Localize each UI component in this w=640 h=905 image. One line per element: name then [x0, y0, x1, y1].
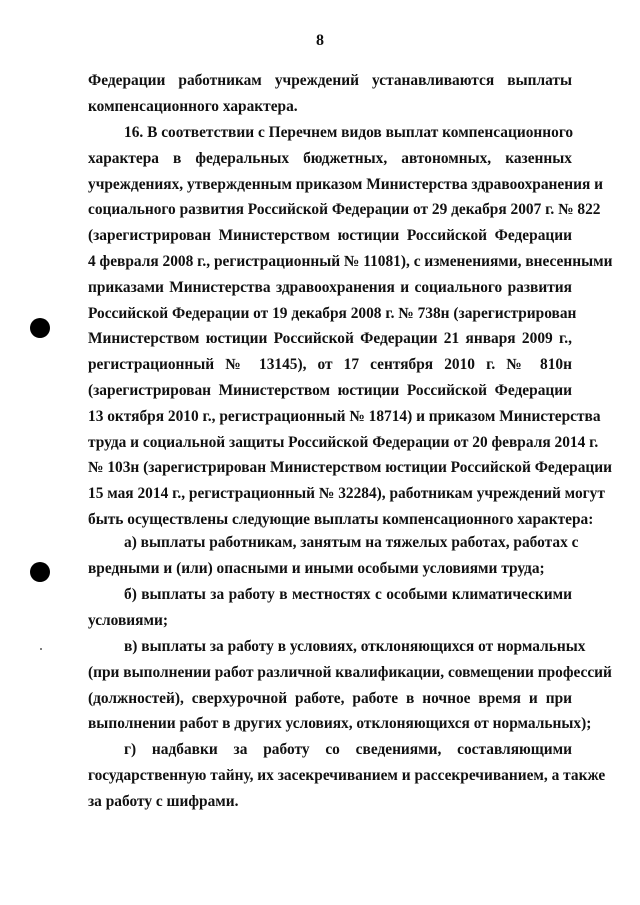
text-line: г) надбавки за работу со сведениями, составляющими [124, 741, 572, 758]
text-line: Российской Федерации от 19 декабря 2008 г. № 738н (зарегистрирован [88, 304, 577, 322]
text-line: 13 октября 2010 г., регистрационный № 18714) и приказом Министерства [88, 407, 601, 425]
text-line: характера в федеральных бюджетных, автономных, казенных [88, 149, 572, 167]
list-item-b [88, 582, 572, 634]
text-line: б) выплаты за работу в местностях с особыми климатическими [124, 586, 572, 603]
text-line: быть осуществлены следующие выплаты компенсационного характера: [88, 510, 594, 528]
text-line: (должностей), сверхурочной работе, работе в ночное время и при [88, 689, 572, 707]
text-line: а) выплаты работникам, занятым на тяжелых работах, работах с [124, 534, 579, 551]
text-line: (при выполнении работ различной квалификации, совмещении профессий [88, 663, 612, 681]
text-line: 15 мая 2014 г., регистрационный № 32284), работникам учреждений могут [88, 485, 605, 503]
text-line: условиями; [88, 611, 168, 629]
text-line: 4 февраля 2008 г., регистрационный № 11081), с изменениями, внесенными [88, 252, 613, 270]
text-line: регистрационный № 13145), от 17 сентября 2010 г. № 810н [88, 356, 572, 374]
paragraph-intro [88, 68, 572, 120]
text-line: социального развития Российской Федерации от 29 декабря 2007 г. № 822 [88, 201, 601, 219]
text-line: Федерации работникам учреждений устанавливаются выплаты [88, 72, 572, 89]
list-item-d [88, 737, 606, 814]
page-number: 8 [316, 32, 324, 49]
text-line: учреждениях, утвержденным приказом Министерства здравоохранения и [88, 175, 604, 193]
punch-hole-bottom [30, 562, 50, 582]
text-line: труда и социальной защиты Российской Федерации от 20 февраля 2014 г. [88, 433, 599, 451]
paragraph-16 [88, 120, 613, 533]
scan-speck [40, 648, 42, 650]
list-item-a [88, 530, 579, 582]
text-line: 16. В соответствии с Перечнем видов выплат компенсационного [124, 124, 574, 141]
text-line: вредными и (или) опасными и иными особыми условиями труда; [88, 559, 545, 577]
list-item-c [88, 634, 612, 737]
text-line: в) выплаты за работу в условиях, отклоняющихся от нормальных [124, 638, 586, 655]
text-line: приказами Министерства здравоохранения и социального развития [88, 278, 572, 296]
text-line: государственную тайну, их засекречиванием и рассекречиванием, а также [88, 766, 606, 784]
text-line: Министерством юстиции Российской Федерации 21 января 2009 г., [88, 330, 572, 348]
text-line: за работу с шифрами. [88, 792, 239, 810]
text-line: выполнении работ в других условиях, отклоняющихся от нормальных); [88, 715, 592, 733]
text-line: (зарегистрирован Министерством юстиции Российской Федерации [88, 381, 572, 399]
text-line: компенсационного характера. [88, 97, 298, 115]
text-line: (зарегистрирован Министерством юстиции Российской Федерации [88, 227, 572, 245]
text-line: № 103н (зарегистрирован Министерством юстиции Российской Федерации [88, 459, 613, 477]
punch-hole-top [30, 318, 50, 338]
